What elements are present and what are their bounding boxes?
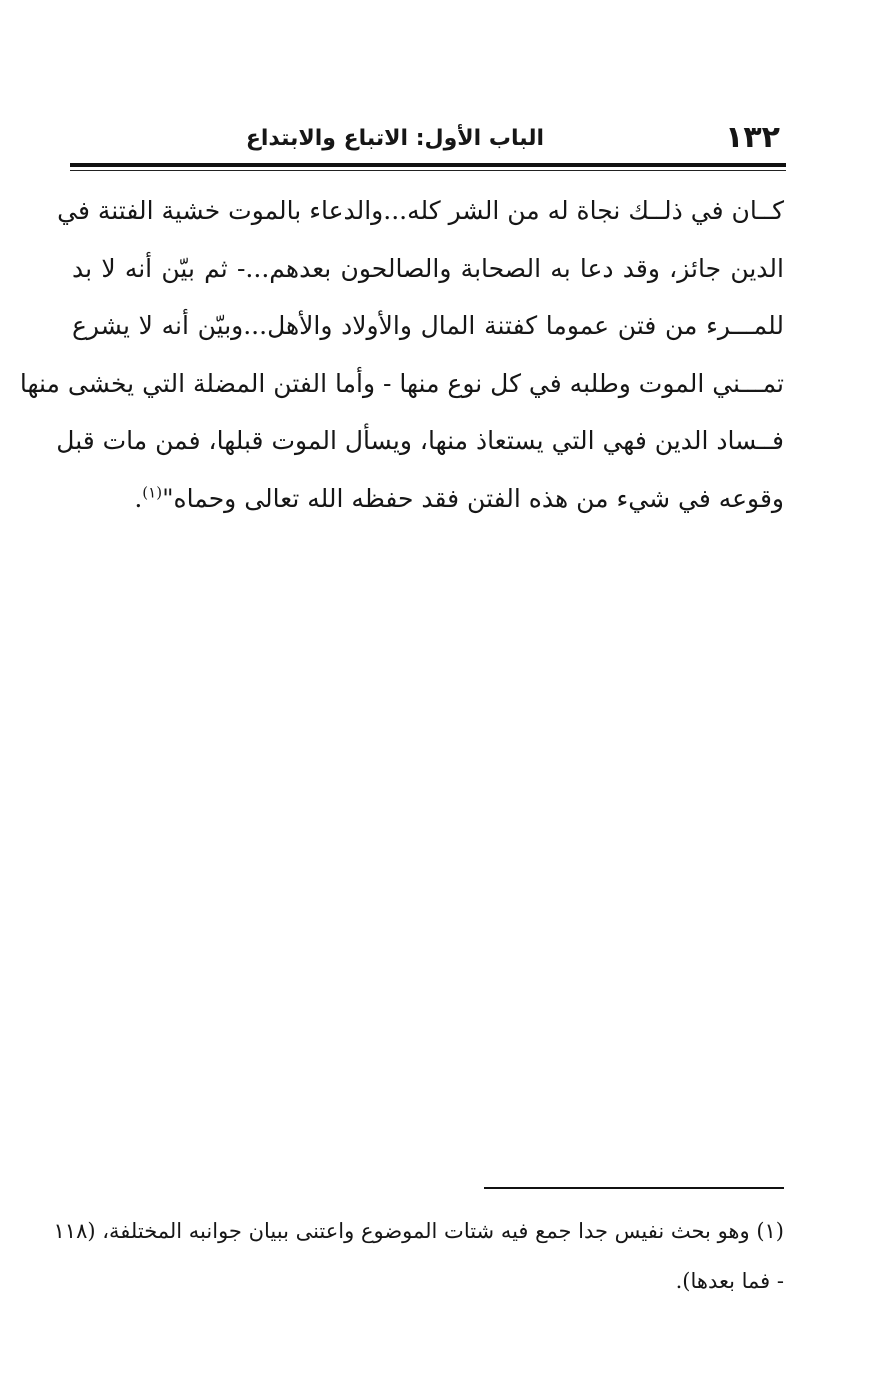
- footnote-line-1: (١) وهو بحث نفيس جدا جمع فيه شتات الموضوع واعتنى ببيان جوانبه المختلفة، (١١٨: [53, 1219, 784, 1243]
- main-text: [19, 182, 784, 527]
- running-title: الباب الأول: الاتباع والابتداع: [245, 126, 544, 151]
- text-line-4: تمـــني الموت وطلبه في كل نوع منها - وأما الفتن المضلة التي يخشى منها: [19, 368, 784, 398]
- footnote-separator: [484, 1187, 784, 1189]
- text-line-5: فــساد الدين فهي التي يستعاذ منها، ويسأل الموت قبلها، فمن مات قبل: [56, 426, 784, 455]
- footnote-line-2: - فما بعدها).: [675, 1269, 784, 1293]
- text-line-2: الدين جائز، وقد دعا به الصحابة والصالحون بعدهم...- ثم بيّن أنه لا بد: [72, 253, 784, 283]
- text-line-3: للمـــرء من فتن عموما كفتنة المال والأولاد والأهل...وبيّن أنه لا يشرع: [72, 311, 784, 340]
- page-number: ١٣٢: [725, 120, 780, 155]
- text-line-6: [72, 470, 784, 528]
- final-period: .: [134, 483, 143, 513]
- text-line-1: كــان في ذلــك نجاة له من الشر كله...والدعاء بالموت خشية الفتنة في: [57, 196, 784, 225]
- page-header: [72, 118, 784, 168]
- footnote: [53, 1206, 784, 1306]
- header-rule-thick: [70, 163, 786, 167]
- header-rule-thin: [70, 170, 786, 171]
- text-line-6-content: وقوعه في شيء من هذه الفتن فقد حفظه الله تعالى وحماه": [162, 483, 784, 513]
- footnote-reference: (١): [142, 483, 163, 502]
